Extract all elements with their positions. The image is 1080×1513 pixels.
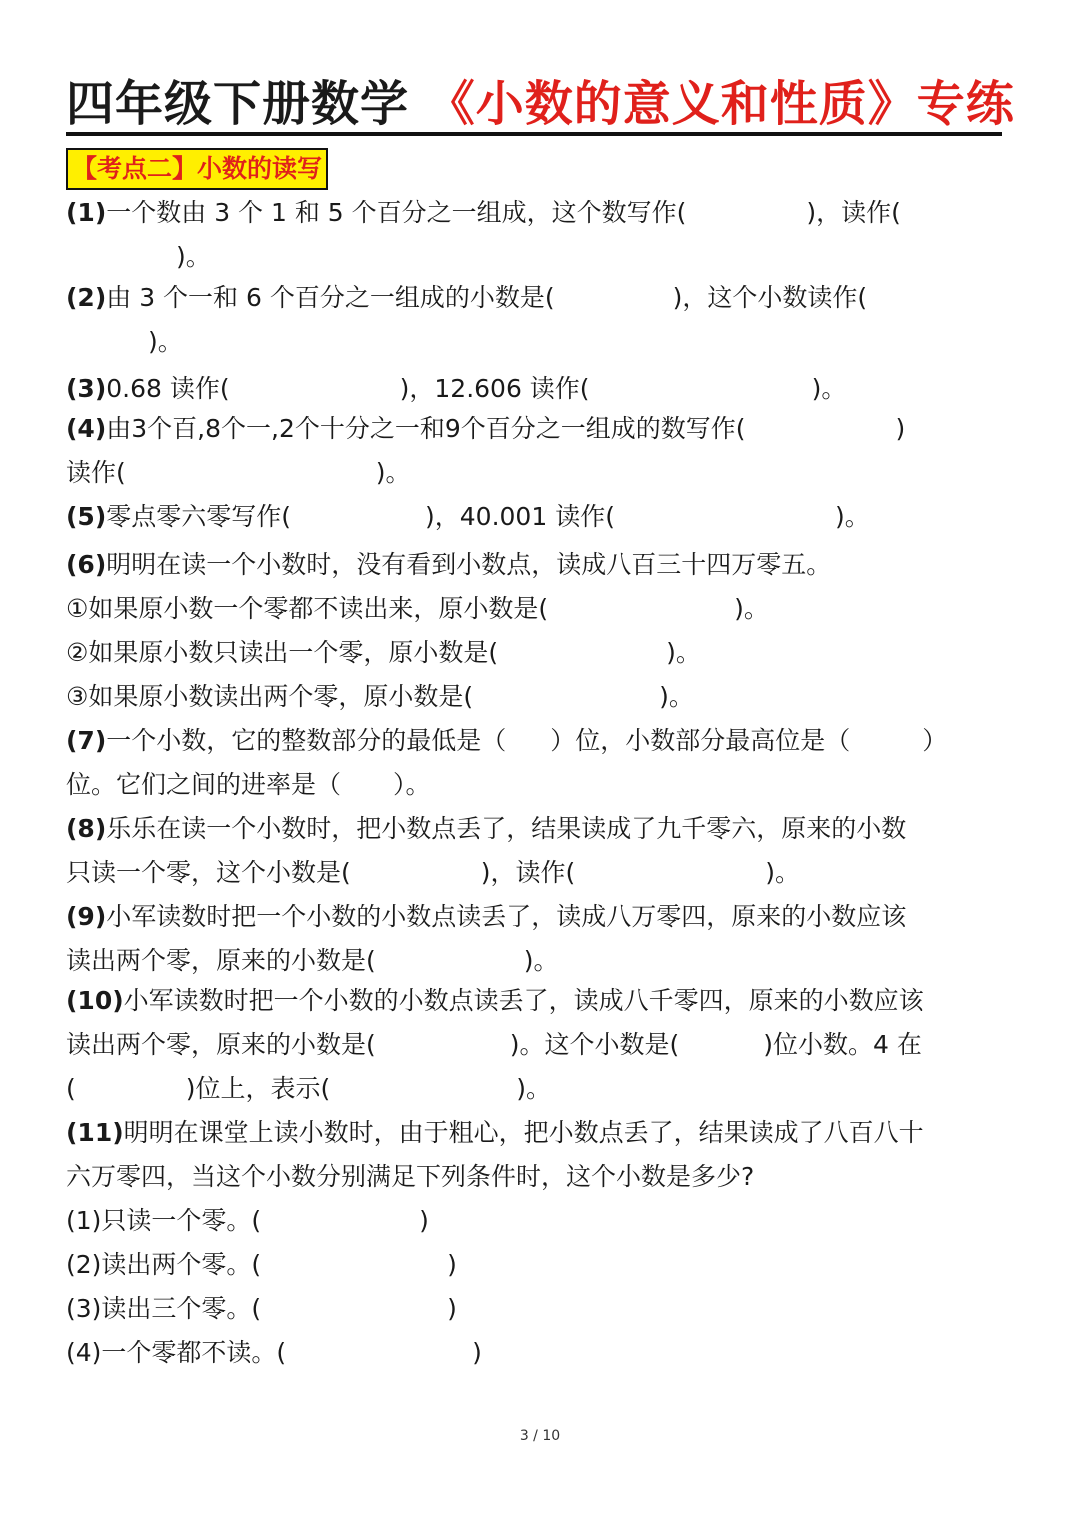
q3-text: 0.68 读作( [106,374,230,403]
q9-line1 [66,900,906,934]
q6-sub2-end: )。 [666,638,701,667]
q6-line [66,548,831,582]
q8-text-3: )，读作( [480,858,576,887]
q11-sub1-end: ) [419,1206,429,1235]
q8-text: 乐乐在读一个小数时，把小数点丢了，结果读成了九千零六，原来的小数 [106,814,907,843]
q2-text-3: )。 [148,327,183,356]
page-title [66,74,1016,134]
q10-line3 [66,1072,551,1106]
q6-sub3-text: ③如果原小数读出两个零，原小数是( [66,682,474,711]
q10-text-4: )位小数。4 在 [763,1030,922,1059]
q6-sub3-end: )。 [659,682,694,711]
q5-text-3: )。 [834,502,870,531]
q4-line1 [66,412,905,446]
q5-text-2: )，40.001 读作( [425,502,615,531]
q8-text-2: 只读一个零，这个小数是( [66,858,351,887]
q10-text: 小军读数时把一个小数的小数点读丢了，读成八千零四，原来的小数应该 [123,986,924,1015]
q2-line1 [66,281,867,315]
q4-line2 [66,456,411,490]
q10-text-6: )位上，表示( [185,1074,331,1103]
q11-sub2-text: (2)读出两个零。( [66,1250,262,1279]
q6-sub2-text: ②如果原小数只读出一个零，原小数是( [66,638,499,667]
q6-sub1-text: ①如果原小数一个零都不读出来，原小数是( [66,594,549,623]
q6-sub2 [66,636,701,670]
section-tag: 【考点二】小数的读写 [66,148,328,190]
q9-number: (9) [66,902,107,931]
q4-text: 由3个百,8个一,2个十分之一和9个百分之一组成的数写作( [106,414,746,443]
q3-text-2: )，12.606 读作( [399,374,590,403]
q9-text-2: 读出两个零，原来的小数是( [66,946,376,975]
q7-text-4: 位。它们之间的进率是（ [66,770,342,799]
q11-sub1-text: (1)只读一个零。( [66,1206,262,1235]
q8-line1 [66,812,906,846]
q10-line1 [66,984,924,1018]
q10-text-3: )。这个小数是( [509,1030,680,1059]
q5-number: (5) [66,502,107,531]
q4-number: (4) [66,414,107,443]
q10-text-5: ( [66,1074,76,1103]
q8-line2 [66,856,800,890]
q11-sub1 [66,1204,429,1238]
q9-text-3: )。 [523,946,559,975]
q4-text-4: )。 [375,458,411,487]
q6-sub1-end: )。 [734,594,769,623]
q7-number: (7) [66,726,107,755]
page-number: 3 / 10 [519,1428,561,1444]
q9-line2 [66,944,559,978]
q2-text: 由 3 个一和 6 个百分之一组成的小数是( [106,283,555,312]
q7-text-3: ） [922,726,948,755]
q1-number: (1) [66,198,107,227]
q11-sub3 [66,1292,457,1326]
q4-text-2: ) [895,414,906,443]
title-topic: 《小数的意义和性质》专练 [426,76,1015,132]
q8-number: (8) [66,814,107,843]
q7-text-2: ）位，小数部分最高位是（ [550,726,851,755]
q11-sub4-text: (4)一个零都不读。( [66,1338,287,1367]
q7-line2 [66,768,431,802]
q1-line2 [66,240,211,274]
title-underline [66,132,1002,136]
q10-text-2: 读出两个零，原来的小数是( [66,1030,376,1059]
q3-number: (3) [66,374,107,403]
q11-text-2: 六万零四，当这个小数分别满足下列条件时，这个小数是多少? [66,1162,755,1191]
q3-text-3: )。 [811,374,847,403]
q11-text: 明明在课堂上读小数时，由于粗心，把小数点丢了，结果读成了八百八十 [123,1118,924,1147]
q8-text-4: )。 [765,858,801,887]
q6-number: (6) [66,550,107,579]
q11-number: (11) [66,1118,124,1147]
q3-line [66,372,846,406]
q6-sub1 [66,592,769,626]
q2-line2 [66,325,183,359]
q6-text: 明明在读一个小数时，没有看到小数点，读成八百三十四万零五。 [106,550,832,579]
q11-sub4-end: ) [472,1338,482,1367]
q1-text-3: )。 [176,242,211,271]
q11-sub3-text: (3)读出三个零。( [66,1294,262,1323]
q7-line1 [66,724,947,758]
q10-line2 [66,1028,922,1062]
q11-sub4 [66,1336,482,1370]
q11-sub2 [66,1248,457,1282]
q5-line [66,500,870,534]
q10-text-7: )。 [516,1074,552,1103]
q1-text-2: )，读作( [806,198,901,227]
q7-text: 一个小数，它的整数部分的最低是（ [106,726,507,755]
q9-text: 小军读数时把一个小数的小数点读丢了，读成八万零四，原来的小数应该 [106,902,907,931]
q2-text-2: )，这个小数读作( [672,283,868,312]
q10-number: (10) [66,986,124,1015]
q6-sub3 [66,680,694,714]
q1-text: 一个数由 3 个 1 和 5 个百分之一组成，这个数写作( [106,198,687,227]
q2-number: (2) [66,283,107,312]
q1-line1 [66,196,901,230]
q11-line2 [66,1160,754,1194]
q4-text-3: 读作( [66,458,126,487]
q11-sub3-end: ) [447,1294,457,1323]
title-grade: 四年级下册数学 [66,76,410,132]
q11-sub2-end: ) [447,1250,457,1279]
q11-line1 [66,1116,924,1150]
q5-text: 零点零六零写作( [106,502,292,531]
q7-text-5: ）。 [393,770,431,799]
